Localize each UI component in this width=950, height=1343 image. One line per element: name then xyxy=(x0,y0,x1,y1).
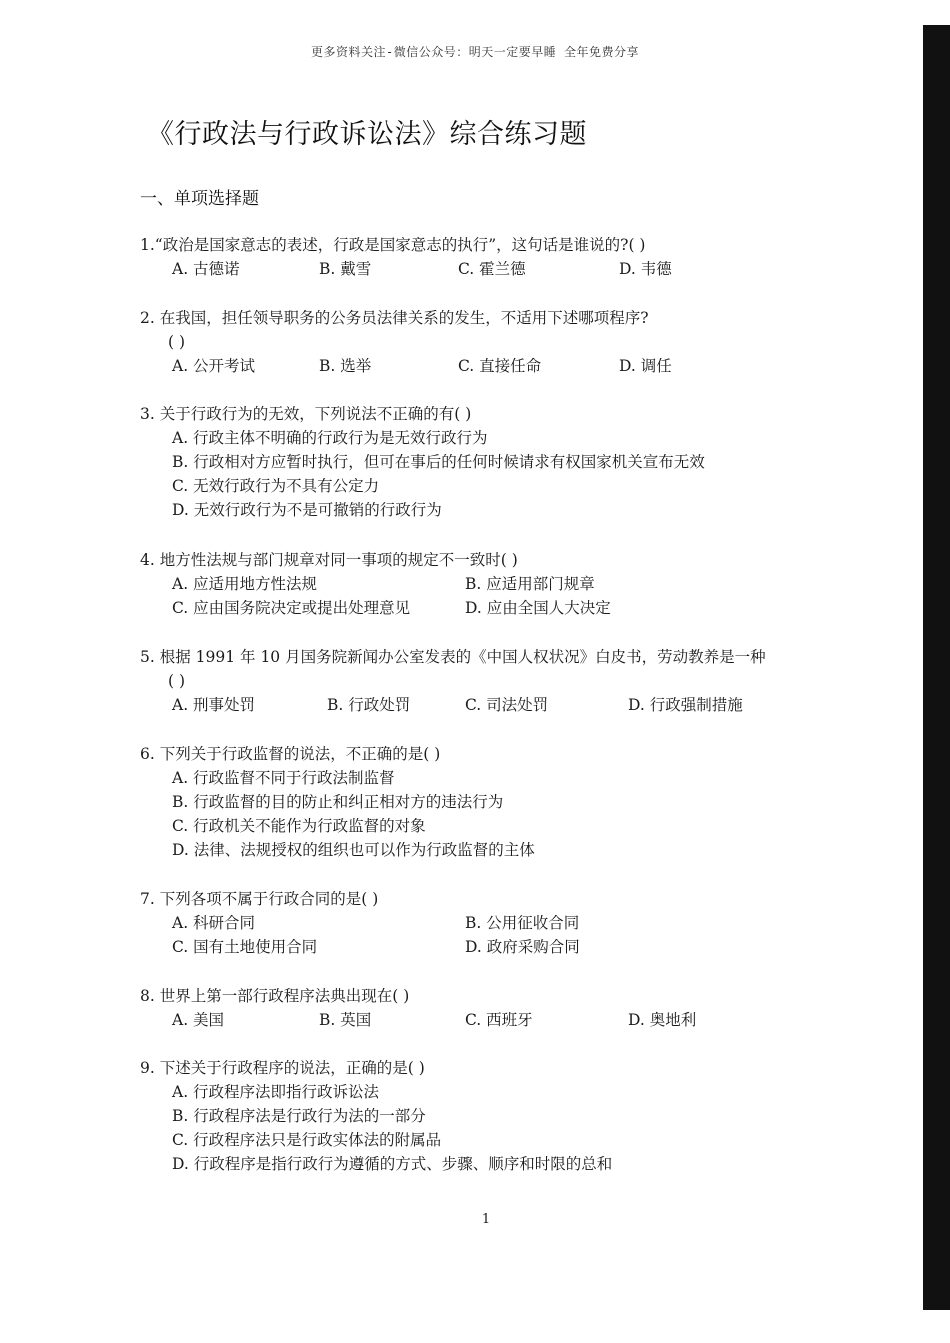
options-row xyxy=(172,693,766,717)
option-a: A. 行政程序法即指行政诉讼法 xyxy=(172,1083,380,1101)
question-stem: 9. 下述关于行政程序的说法，正确的是( ) xyxy=(140,1059,425,1077)
question-stem: 3. 关于行政行为的无效，下列说法不正确的有( ) xyxy=(140,405,472,423)
question-6 xyxy=(140,742,535,862)
option-d: D. 韦德 xyxy=(619,260,672,278)
question-stem: 7. 下列各项不属于行政合同的是( ) xyxy=(140,890,379,908)
options-row xyxy=(172,257,672,281)
options-row xyxy=(172,596,611,620)
option-b: B. 行政程序法是行政行为法的一部分 xyxy=(172,1107,426,1125)
question-8 xyxy=(140,984,697,1032)
option-a: A. 美国 xyxy=(172,1011,225,1029)
option-d: D. 调任 xyxy=(619,357,672,375)
option-d: D. 应由全国人大决定 xyxy=(465,599,611,617)
question-stem: 8. 世界上第一部行政程序法典出现在( ) xyxy=(140,987,410,1005)
options-row xyxy=(172,1008,697,1032)
question-1 xyxy=(140,233,672,281)
option-b: B. 英国 xyxy=(319,1011,372,1029)
option-d: D. 政府采购合同 xyxy=(465,938,580,956)
question-2 xyxy=(140,306,672,378)
question-stem: 1.“政治是国家意志的表述，行政是国家意志的执行”，这句话是谁说的?( ) xyxy=(140,236,646,254)
option-b: B. 行政监督的目的防止和纠正相对方的违法行为 xyxy=(172,793,504,811)
option-d: D. 无效行政行为不是可撤销的行政行为 xyxy=(172,501,442,519)
options-row xyxy=(172,911,580,935)
options-row xyxy=(172,935,580,959)
option-c: C. 国有土地使用合同 xyxy=(172,938,318,956)
answer-paren: ( ) xyxy=(168,333,186,351)
scan-edge-bar xyxy=(923,25,950,1310)
option-b: B. 戴雪 xyxy=(319,260,372,278)
option-d: D. 法律、法规授权的组织也可以作为行政监督的主体 xyxy=(172,841,535,859)
option-a: A. 行政监督不同于行政法制监督 xyxy=(172,769,395,787)
option-c: C. 行政程序法只是行政实体法的附属品 xyxy=(172,1131,442,1149)
option-c: C. 司法处罚 xyxy=(465,696,549,714)
document-title: 《行政法与行政诉讼法》综合练习题 xyxy=(147,119,587,150)
option-c: C. 西班牙 xyxy=(465,1011,533,1029)
options-row xyxy=(172,572,595,596)
answer-paren: ( ) xyxy=(168,672,186,690)
question-stem: 6. 下列关于行政监督的说法，不正确的是( ) xyxy=(140,745,441,763)
option-a: A. 应适用地方性法规 xyxy=(172,575,318,593)
options-row xyxy=(172,354,672,378)
question-9 xyxy=(140,1056,612,1176)
option-b: B. 行政处罚 xyxy=(327,696,411,714)
option-b: B. 应适用部门规章 xyxy=(465,575,595,593)
option-d: D. 行政程序是指行政行为遵循的方式、步骤、顺序和时限的总和 xyxy=(172,1155,613,1173)
question-3 xyxy=(140,402,705,522)
option-c: C. 霍兰德 xyxy=(458,260,526,278)
question-7 xyxy=(140,887,580,959)
header-note: 更多资料关注-微信公众号：明天一定要早睡 全年免费分享 xyxy=(311,45,639,59)
option-c: C. 行政机关不能作为行政监督的对象 xyxy=(172,817,426,835)
question-stem: 5. 根据 1991 年 10 月国务院新闻办公室发表的《中国人权状况》白皮书，劳动教养是一种 xyxy=(140,648,766,666)
question-stem: 2. 在我国，担任领导职务的公务员法律关系的发生，不适用下述哪项程序? xyxy=(140,309,649,327)
question-stem: 4. 地方性法规与部门规章对同一事项的规定不一致时( ) xyxy=(140,551,518,569)
option-d: D. 行政强制措施 xyxy=(628,696,743,714)
option-a: A. 行政主体不明确的行政行为是无效行政行为 xyxy=(172,429,488,447)
question-4 xyxy=(140,548,611,620)
option-a: A. 刑事处罚 xyxy=(172,696,256,714)
option-b: B. 选举 xyxy=(319,357,372,375)
option-c: C. 应由国务院决定或提出处理意见 xyxy=(172,599,411,617)
option-b: B. 行政相对方应暂时执行，但可在事后的任何时候请求有权国家机关宣布无效 xyxy=(172,453,705,471)
option-a: A. 公开考试 xyxy=(172,357,256,375)
option-b: B. 公用征收合同 xyxy=(465,914,580,932)
question-5 xyxy=(140,645,766,717)
option-c: C. 直接任命 xyxy=(458,357,542,375)
option-a: A. 古德诺 xyxy=(172,260,240,278)
option-c: C. 无效行政行为不具有公定力 xyxy=(172,477,380,495)
option-d: D. 奥地利 xyxy=(628,1011,697,1029)
section-heading: 一、单项选择题 xyxy=(140,189,259,209)
page-number: 1 xyxy=(481,1212,491,1227)
option-a: A. 科研合同 xyxy=(172,914,256,932)
